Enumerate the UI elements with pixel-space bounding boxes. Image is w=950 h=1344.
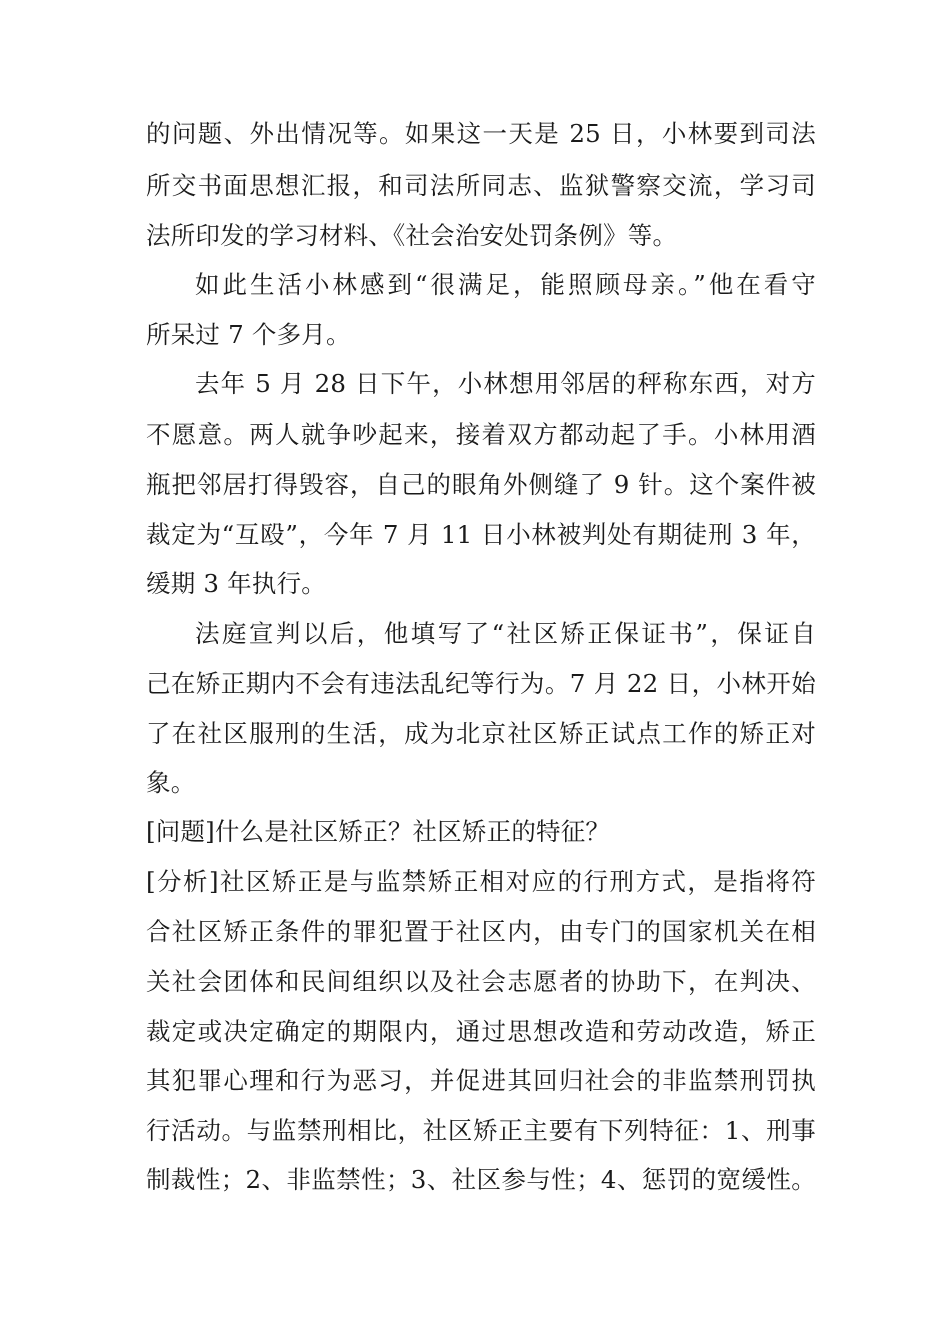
text-line: 了在社区服刑的生活，成为北京社区矫正试点工作的矫正对	[146, 719, 816, 748]
text-line: 缓期 3 年执行。	[146, 569, 326, 598]
paragraph-start-line: 法庭宣判以后，他填写了“社区矫正保证书”，保证自	[195, 619, 816, 648]
text-line: 己在矫正期内不会有违法乱纪等行为。7 月 22 日，小林开始	[146, 669, 816, 698]
analysis-line: [分析]社区矫正是与监禁矫正相对应的行刑方式，是指将符	[146, 867, 816, 896]
text-line: 裁定为“互殴”，今年 7 月 11 日小林被判处有期徒刑 3 年，	[146, 520, 816, 549]
text-line: 法所印发的学习材料、《社会治安处罚条例》等。	[146, 221, 678, 250]
text-line: 不愿意。两人就争吵起来，接着双方都动起了手。小林用酒	[146, 420, 816, 449]
text-line: 制裁性；2、非监禁性；3、社区参与性；4、惩罚的宽缓性。	[146, 1165, 816, 1194]
text-line: 所交书面思想汇报，和司法所同志、监狱警察交流，学习司	[146, 171, 816, 200]
text-line: 行活动。与监禁刑相比，社区矫正主要有下列特征：1、刑事	[146, 1116, 816, 1145]
text-line: 瓶把邻居打得毁容，自己的眼角外侧缝了 9 针。这个案件被	[146, 470, 816, 499]
text-line: 的问题、外出情况等。如果这一天是 25 日，小林要到司法	[146, 119, 816, 148]
text-line: 合社区矫正条件的罪犯置于社区内，由专门的国家机关在相	[146, 917, 816, 946]
paragraph-start-line: 去年 5 月 28 日下午，小林想用邻居的秤称东西，对方	[195, 369, 816, 398]
text-line: 象。	[146, 768, 196, 797]
text-line: 裁定或决定确定的期限内，通过思想改造和劳动改造，矫正	[146, 1017, 816, 1046]
text-line: 其犯罪心理和行为恶习，并促进其回归社会的非监禁刑罚执	[146, 1066, 816, 1095]
text-line: 关社会团体和民间组织以及社会志愿者的协助下，在判决、	[146, 967, 816, 996]
text-line: 所呆过 7 个多月。	[146, 320, 351, 349]
question-heading: [问题]什么是社区矫正？社区矫正的特征？	[146, 817, 611, 846]
paragraph-start-line: 如此生活小林感到“很满足，能照顾母亲。”他在看守	[195, 270, 816, 299]
